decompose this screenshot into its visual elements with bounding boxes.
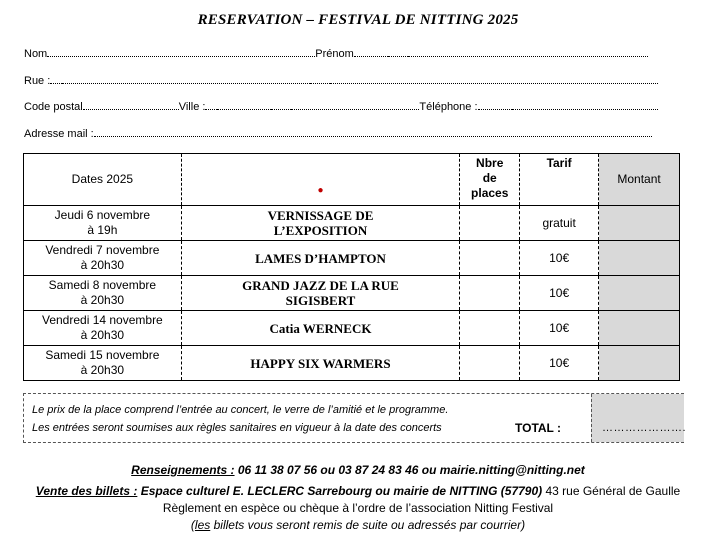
total-field[interactable]	[591, 394, 687, 442]
row-date: Samedi 15 novembre à 20h30	[24, 346, 182, 381]
billets-les: les	[194, 518, 211, 532]
table-row	[24, 346, 680, 381]
header-dates: Dates 2025	[24, 154, 182, 206]
row-event: VERNISSAGE DE L’EXPOSITION	[181, 206, 460, 241]
form-line-rue[interactable]	[24, 74, 658, 87]
row-places-input[interactable]	[460, 206, 520, 241]
row-places-input[interactable]	[460, 276, 520, 311]
form-line-adresse-mail[interactable]	[24, 127, 652, 140]
renseignements-label: Renseignements :	[131, 463, 235, 477]
note-line-2: Les entrées seront soumises aux règles sanitaires en vigueur à la date des concerts	[32, 422, 442, 434]
header-nbre-places: Nbre de places	[460, 154, 520, 206]
nom-label: Nom	[24, 48, 48, 60]
row-date: Vendredi 7 novembre à 20h30	[24, 241, 182, 276]
rue-label: Rue :	[24, 75, 51, 87]
row-montant[interactable]	[599, 206, 680, 241]
red-dot-mark: ●	[317, 184, 324, 196]
renseignements-line	[0, 463, 716, 477]
row-event: GRAND JAZZ DE LA RUE SIGISBERT	[181, 276, 460, 311]
adresse-mail-label: Adresse mail :	[24, 128, 94, 140]
row-montant[interactable]	[599, 346, 680, 381]
total-label: TOTAL :	[515, 421, 561, 435]
row-tarif: 10€	[520, 276, 599, 311]
row-montant[interactable]	[599, 276, 680, 311]
row-event: HAPPY SIX WARMERS	[181, 346, 460, 381]
code-postal-label: Code postal	[24, 101, 83, 113]
telephone-label: Téléphone :	[419, 101, 478, 113]
prenom-label: Prénom	[315, 48, 354, 60]
vente-line	[0, 484, 716, 498]
billets-line: (les billets vous seront remis de suite ou adressés par courrier)	[190, 518, 526, 532]
form-line-code-postal[interactable]	[24, 100, 658, 113]
note-line-1: Le prix de la place comprend l’entrée au concert, le verre de l’amitié et le programme.	[32, 404, 449, 416]
row-event: LAMES D’HAMPTON	[181, 241, 460, 276]
ville-label: Ville :	[178, 101, 206, 113]
table-row	[24, 206, 680, 241]
row-tarif: 10€	[520, 346, 599, 381]
notes-total-box	[23, 393, 687, 443]
row-event: Catia WERNECK	[181, 311, 460, 346]
row-tarif: gratuit	[520, 206, 599, 241]
header-event	[181, 154, 460, 206]
total-dots: ………………….	[602, 422, 687, 434]
table-row	[24, 311, 680, 346]
row-montant[interactable]	[599, 311, 680, 346]
header-tarif: Tarif	[520, 154, 599, 206]
row-places-input[interactable]	[460, 346, 520, 381]
row-date: Jeudi 6 novembre à 19h	[24, 206, 182, 241]
row-date: Vendredi 14 novembre à 20h30	[24, 311, 182, 346]
row-tarif: 10€	[520, 241, 599, 276]
row-places-input[interactable]	[460, 311, 520, 346]
reservation-table	[23, 153, 680, 381]
table-header-row	[24, 154, 680, 206]
header-montant: Montant	[599, 154, 680, 206]
vente-value: Espace culturel E. LECLERC Sarrebourg ou mairie de NITTING (57790)	[137, 484, 543, 498]
renseignements-value: 06 11 38 07 56 ou 03 87 24 83 46 ou mairie.nitting@nitting.net	[234, 463, 585, 477]
table-row	[24, 241, 680, 276]
document-title: RESERVATION – FESTIVAL DE NITTING 2025	[197, 12, 519, 28]
row-montant[interactable]	[599, 241, 680, 276]
row-tarif: 10€	[520, 311, 599, 346]
table-row	[24, 276, 680, 311]
row-date: Samedi 8 novembre à 20h30	[24, 276, 182, 311]
form-line-nom[interactable]	[24, 47, 648, 60]
reglement-line: Règlement en espèce ou chèque à l’ordre de l’association Nitting Festival	[162, 501, 554, 515]
row-places-input[interactable]	[460, 241, 520, 276]
vente-label: Vente des billets :	[35, 484, 138, 498]
vente-address: 43 rue Général de Gaulle	[542, 484, 681, 498]
